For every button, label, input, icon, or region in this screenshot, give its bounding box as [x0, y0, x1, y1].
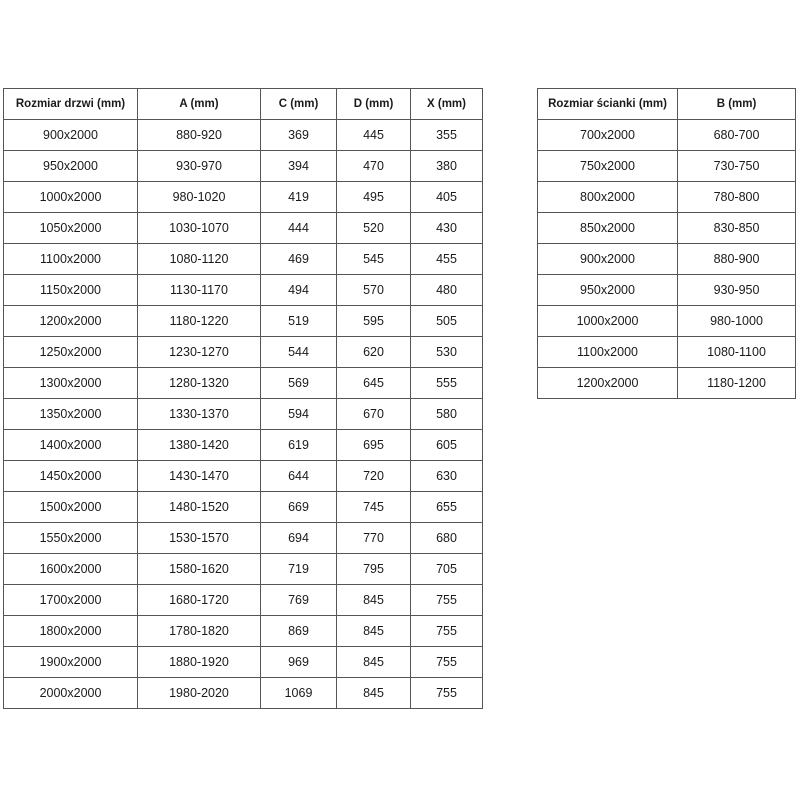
table-row — [538, 120, 796, 151]
table-cell: 669 — [261, 492, 337, 523]
table-cell: 900x2000 — [4, 120, 138, 151]
column-header-b: B (mm) — [678, 89, 796, 120]
table-row — [538, 275, 796, 306]
column-header-d: D (mm) — [337, 89, 411, 120]
table-row — [4, 647, 483, 678]
table-cell: 830-850 — [678, 213, 796, 244]
table-row — [4, 585, 483, 616]
column-header-door-size: Rozmiar drzwi (mm) — [4, 89, 138, 120]
table-row — [4, 492, 483, 523]
table-cell: 1680-1720 — [138, 585, 261, 616]
table-cell: 694 — [261, 523, 337, 554]
table-row — [4, 306, 483, 337]
table-cell: 655 — [411, 492, 483, 523]
table-cell: 845 — [337, 585, 411, 616]
table-cell: 930-950 — [678, 275, 796, 306]
table-cell: 445 — [337, 120, 411, 151]
table-cell: 1080-1120 — [138, 244, 261, 275]
table-cell: 969 — [261, 647, 337, 678]
table-row — [4, 337, 483, 368]
table-cell: 1200x2000 — [4, 306, 138, 337]
table-cell: 1780-1820 — [138, 616, 261, 647]
table-cell: 1250x2000 — [4, 337, 138, 368]
table-row — [4, 151, 483, 182]
table-row — [4, 275, 483, 306]
table-cell: 670 — [337, 399, 411, 430]
table-cell: 1000x2000 — [4, 182, 138, 213]
table-cell: 1500x2000 — [4, 492, 138, 523]
table-cell: 570 — [337, 275, 411, 306]
table-cell: 1050x2000 — [4, 213, 138, 244]
table-cell: 580 — [411, 399, 483, 430]
table-cell: 950x2000 — [4, 151, 138, 182]
table-cell: 1150x2000 — [4, 275, 138, 306]
table-row — [538, 337, 796, 368]
door-table-header-row — [4, 89, 483, 120]
table-cell: 1100x2000 — [538, 337, 678, 368]
table-cell: 755 — [411, 647, 483, 678]
table-row — [538, 306, 796, 337]
table-cell: 1980-2020 — [138, 678, 261, 709]
table-cell: 950x2000 — [538, 275, 678, 306]
table-cell: 695 — [337, 430, 411, 461]
table-cell: 930-970 — [138, 151, 261, 182]
table-row — [4, 554, 483, 585]
table-cell: 845 — [337, 616, 411, 647]
table-cell: 1900x2000 — [4, 647, 138, 678]
table-cell: 719 — [261, 554, 337, 585]
table-cell: 769 — [261, 585, 337, 616]
table-cell: 605 — [411, 430, 483, 461]
table-row — [4, 213, 483, 244]
table-cell: 745 — [337, 492, 411, 523]
table-cell: 495 — [337, 182, 411, 213]
table-cell: 1600x2000 — [4, 554, 138, 585]
table-cell: 544 — [261, 337, 337, 368]
table-cell: 569 — [261, 368, 337, 399]
wall-size-table — [537, 88, 796, 399]
table-row — [538, 368, 796, 399]
table-cell: 869 — [261, 616, 337, 647]
door-table-body — [4, 120, 483, 709]
column-header-wall-size: Rozmiar ścianki (mm) — [538, 89, 678, 120]
table-row — [4, 523, 483, 554]
table-cell: 519 — [261, 306, 337, 337]
table-cell: 1280-1320 — [138, 368, 261, 399]
table-cell: 1130-1170 — [138, 275, 261, 306]
table-row — [538, 244, 796, 275]
table-cell: 1550x2000 — [4, 523, 138, 554]
table-cell: 1300x2000 — [4, 368, 138, 399]
table-cell: 1069 — [261, 678, 337, 709]
table-cell: 880-920 — [138, 120, 261, 151]
table-cell: 1200x2000 — [538, 368, 678, 399]
wall-table-body — [538, 120, 796, 399]
table-cell: 720 — [337, 461, 411, 492]
table-cell: 470 — [337, 151, 411, 182]
table-cell: 780-800 — [678, 182, 796, 213]
table-cell: 1380-1420 — [138, 430, 261, 461]
table-cell: 355 — [411, 120, 483, 151]
column-header-a: A (mm) — [138, 89, 261, 120]
table-cell: 1450x2000 — [4, 461, 138, 492]
table-cell: 1530-1570 — [138, 523, 261, 554]
table-row — [4, 244, 483, 275]
table-row — [4, 430, 483, 461]
table-row — [4, 461, 483, 492]
column-header-x: X (mm) — [411, 89, 483, 120]
table-cell: 494 — [261, 275, 337, 306]
table-cell: 845 — [337, 678, 411, 709]
table-cell: 705 — [411, 554, 483, 585]
table-cell: 700x2000 — [538, 120, 678, 151]
table-cell: 394 — [261, 151, 337, 182]
table-cell: 545 — [337, 244, 411, 275]
table-cell: 1580-1620 — [138, 554, 261, 585]
table-cell: 845 — [337, 647, 411, 678]
table-cell: 880-900 — [678, 244, 796, 275]
table-cell: 850x2000 — [538, 213, 678, 244]
table-row — [538, 213, 796, 244]
table-cell: 1230-1270 — [138, 337, 261, 368]
table-cell: 795 — [337, 554, 411, 585]
table-cell: 2000x2000 — [4, 678, 138, 709]
table-cell: 619 — [261, 430, 337, 461]
table-cell: 770 — [337, 523, 411, 554]
table-cell: 419 — [261, 182, 337, 213]
table-cell: 800x2000 — [538, 182, 678, 213]
table-cell: 505 — [411, 306, 483, 337]
table-row — [4, 368, 483, 399]
table-cell: 1030-1070 — [138, 213, 261, 244]
table-row — [4, 182, 483, 213]
door-size-table-container — [3, 88, 483, 709]
table-cell: 1180-1200 — [678, 368, 796, 399]
table-cell: 405 — [411, 182, 483, 213]
table-cell: 644 — [261, 461, 337, 492]
table-cell: 595 — [337, 306, 411, 337]
table-row — [4, 120, 483, 151]
table-cell: 680-700 — [678, 120, 796, 151]
table-cell: 1350x2000 — [4, 399, 138, 430]
table-cell: 555 — [411, 368, 483, 399]
table-cell: 1330-1370 — [138, 399, 261, 430]
table-cell: 455 — [411, 244, 483, 275]
table-cell: 620 — [337, 337, 411, 368]
table-cell: 1880-1920 — [138, 647, 261, 678]
table-cell: 469 — [261, 244, 337, 275]
table-cell: 730-750 — [678, 151, 796, 182]
table-cell: 1480-1520 — [138, 492, 261, 523]
table-cell: 755 — [411, 616, 483, 647]
wall-size-table-container — [537, 88, 796, 399]
table-row — [4, 678, 483, 709]
table-cell: 1800x2000 — [4, 616, 138, 647]
table-cell: 594 — [261, 399, 337, 430]
table-cell: 680 — [411, 523, 483, 554]
table-row — [4, 399, 483, 430]
table-cell: 755 — [411, 585, 483, 616]
table-cell: 750x2000 — [538, 151, 678, 182]
table-cell: 430 — [411, 213, 483, 244]
table-cell: 900x2000 — [538, 244, 678, 275]
column-header-c: C (mm) — [261, 89, 337, 120]
table-row — [538, 151, 796, 182]
table-cell: 1400x2000 — [4, 430, 138, 461]
table-row — [4, 616, 483, 647]
door-size-table — [3, 88, 483, 709]
table-cell: 444 — [261, 213, 337, 244]
wall-table-header-row — [538, 89, 796, 120]
table-cell: 980-1000 — [678, 306, 796, 337]
table-cell: 645 — [337, 368, 411, 399]
table-cell: 630 — [411, 461, 483, 492]
table-cell: 1430-1470 — [138, 461, 261, 492]
table-cell: 369 — [261, 120, 337, 151]
table-cell: 530 — [411, 337, 483, 368]
table-cell: 755 — [411, 678, 483, 709]
table-cell: 1080-1100 — [678, 337, 796, 368]
table-cell: 380 — [411, 151, 483, 182]
table-cell: 1180-1220 — [138, 306, 261, 337]
table-cell: 480 — [411, 275, 483, 306]
table-cell: 520 — [337, 213, 411, 244]
table-cell: 1000x2000 — [538, 306, 678, 337]
table-row — [538, 182, 796, 213]
table-cell: 980-1020 — [138, 182, 261, 213]
table-cell: 1100x2000 — [4, 244, 138, 275]
table-cell: 1700x2000 — [4, 585, 138, 616]
